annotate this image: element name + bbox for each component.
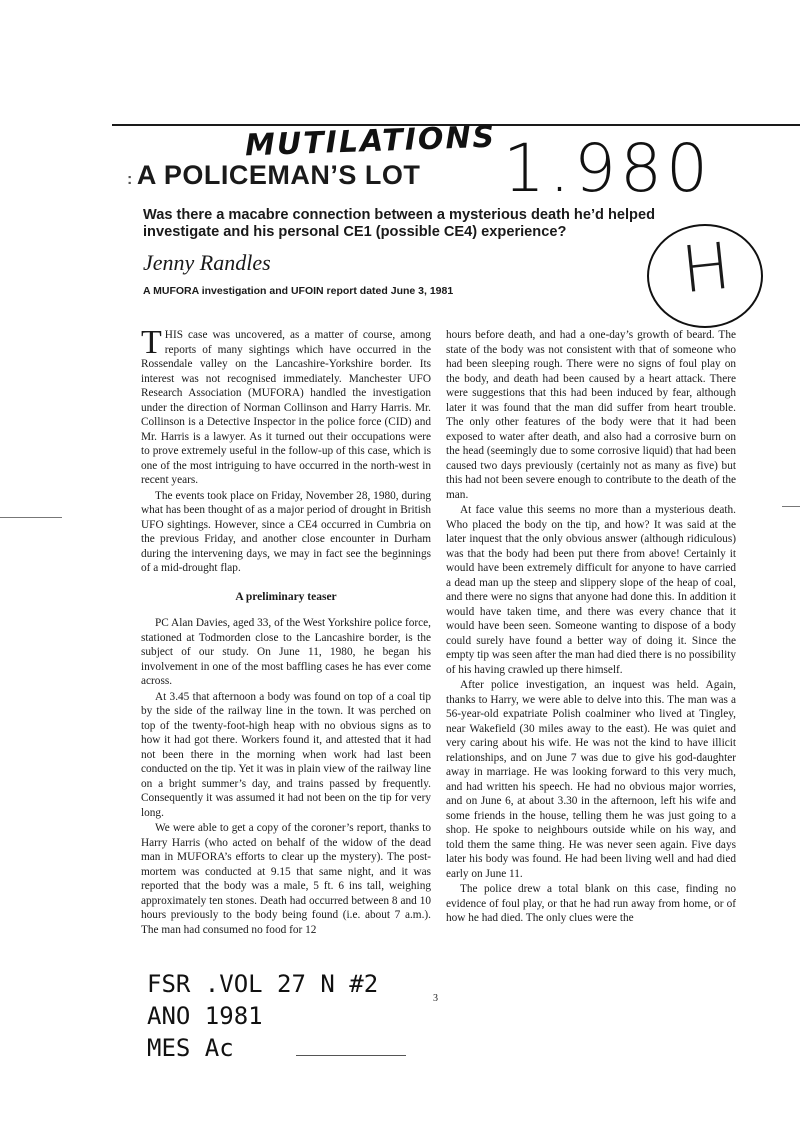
- paragraph: [141, 324, 431, 488]
- section-heading: A preliminary teaser: [235, 590, 337, 603]
- drop-cap: T: [141, 324, 162, 361]
- article-title: A POLICEMAN’S LOT: [136, 160, 421, 190]
- report-line: A MUFORA investigation and UFOIN report dated June 3, 1981: [143, 285, 454, 297]
- paragraph: At face value this seems no more than a mysterious death. Who placed the body on the tip, and how? It was said at the later inquest that the only obvious answer (although ridiculous) was that the body had been put there from above! Certainly it would have been extremely difficult for anyone to have carried a dead man up the steep and slippery slope of the heap of coal, and there were no signs that anyone had done this. In addition it would have taken time, and there was every chance that it would have been seen. Someone wanting to dispose of a body could surely have found a better way of doing it. Since the empty tip was seen after the man had died there is no possibility of his having crawled up there himself.: [446, 504, 736, 676]
- footer-scribble-line: [296, 1055, 406, 1056]
- right-margin-mark: [782, 506, 800, 507]
- left-margin-mark: [0, 517, 62, 518]
- paragraph-text: HIS case was uncovered, as a matter of course, among reports of many sightings which have occurred in the Rossendale valley on the Lancashire-Yorkshire border. Its interest was not recognised immediately. Manchester UFO Research Association (MUFORA) handled the investigation under the direction of Norman Collinson and Harry Harris. Mr. Collinson is a Detective Inspector in the police force (CID) and Mr. Harris is a lawyer. As it turned out their occupations were to prove extremely useful in the follow-up of this case, which is one of the most intriguing to have occurred in the north-west in recent years.: [141, 329, 431, 486]
- paragraph: PC Alan Davies, aged 33, of the West Yorkshire police force, stationed at Todmorden close to the Lancashire border, is the subject of our study. On June 11, 1980, he began his involvement in one of the most baffling cases he has ever come across.: [141, 617, 431, 687]
- paragraph: At 3.45 that afternoon a body was found on top of a coal tip by the side of the railway line in the town. It was perched on top of the twenty-foot-high heap with no obvious signs as to how it had got there. Workers found it, and attested that it had not been there in the morning when work had last been conducted on the tip. Yet it was in plain view of the railway line on a bright summer’s day, and trains passed by frequently. Consequently it was assumed it had not been on the tip for very long.: [141, 690, 431, 819]
- title-prefix-mark: :: [127, 171, 133, 188]
- page-number: 3: [433, 993, 438, 1004]
- author-byline: Jenny Randles: [143, 250, 271, 275]
- handwritten-h-letter: H: [678, 229, 734, 309]
- right-column: [446, 328, 736, 927]
- article-deck: Was there a macabre connection between a mysterious death he’d helped investigate and his personal CE1 (possible CE4) experience?: [143, 207, 656, 240]
- paragraph: After police investigation, an inquest was held. Again, thanks to Harry, we were able to delve into this. The man was a 56-year-old expatriate Polish coalminer who lived at Tingley, near Wakefield (30 miles away to the east). He was quiet and very caring about his wife. He was not the kind to have illicit relationships, and on June 7 was due to give his god-daughter away in marriage. He was looking forward to this very much, and had written his speech. He had no obvious major worries, and on June 6, at about 3.30 in the afternoon, left his wife and some friends in the house, telling them he was just going to a shop. He spoke to neighbours outside while on his way, and told them the same thing. He was never seen again. Five days later his body was found. He had been living well and had died early on June 11.: [446, 679, 736, 880]
- handwritten-year-note-footer: ANO 1981: [147, 1002, 263, 1030]
- handwritten-mutilations-note: MUTILATIONS: [244, 119, 497, 164]
- left-column: [141, 324, 431, 938]
- handwritten-year-note: 1.980: [503, 130, 712, 207]
- paragraph: The events took place on Friday, November 28, 1980, during what has been thought of as a major period of drought in British UFO sightings. However, since a CE4 occurred in Cumbria on the previous Friday, and another close encounter in Durham during the intervening days, we may in fact see the beginnings of a mid-drought flap.: [141, 489, 431, 574]
- paragraph: hours before death, and had a one-day’s growth of beard. The state of the body was not consistent with that of someone who had been sleeping rough. There were no signs of foul play on the body, and death had been caused by a heart attack. There were suggestions that this had been induced by fear, although later it was found that the man did suffer from heart trouble. The only other features of the body were that it had been exposed to water after death, and also had a corrosive burn on the head (seemingly due to some corrosive liquid) that had been caused two days previously (certainly not as many as five) but this had not been severe enough to contribute to the death of the man.: [446, 329, 736, 501]
- paragraph: We were able to get a copy of the coroner’s report, thanks to Harry Harris (who acted on behalf of the widow of the dead man in MUFORA’s efforts to clear up the mystery). The post-mortem was conducted at 9.15 that same night, and it was reported that the body was a male, 5 ft. 6 ins tall, weighing approximately ten stones. Death had occurred between 8 and 10 hours previously to the body being found (i.e. about 7 a.m.). The man had consumed no food for 12: [141, 822, 431, 936]
- article-title-wrap: [127, 160, 420, 191]
- handwritten-volume-note: FSR .VOL 27 N #2: [147, 970, 379, 998]
- paragraph: The police drew a total blank on this case, finding no evidence of foul play, or that he had run away from home, or of how he had died. The only clues were the: [446, 883, 736, 924]
- handwritten-month-note: MES Ac: [147, 1034, 234, 1062]
